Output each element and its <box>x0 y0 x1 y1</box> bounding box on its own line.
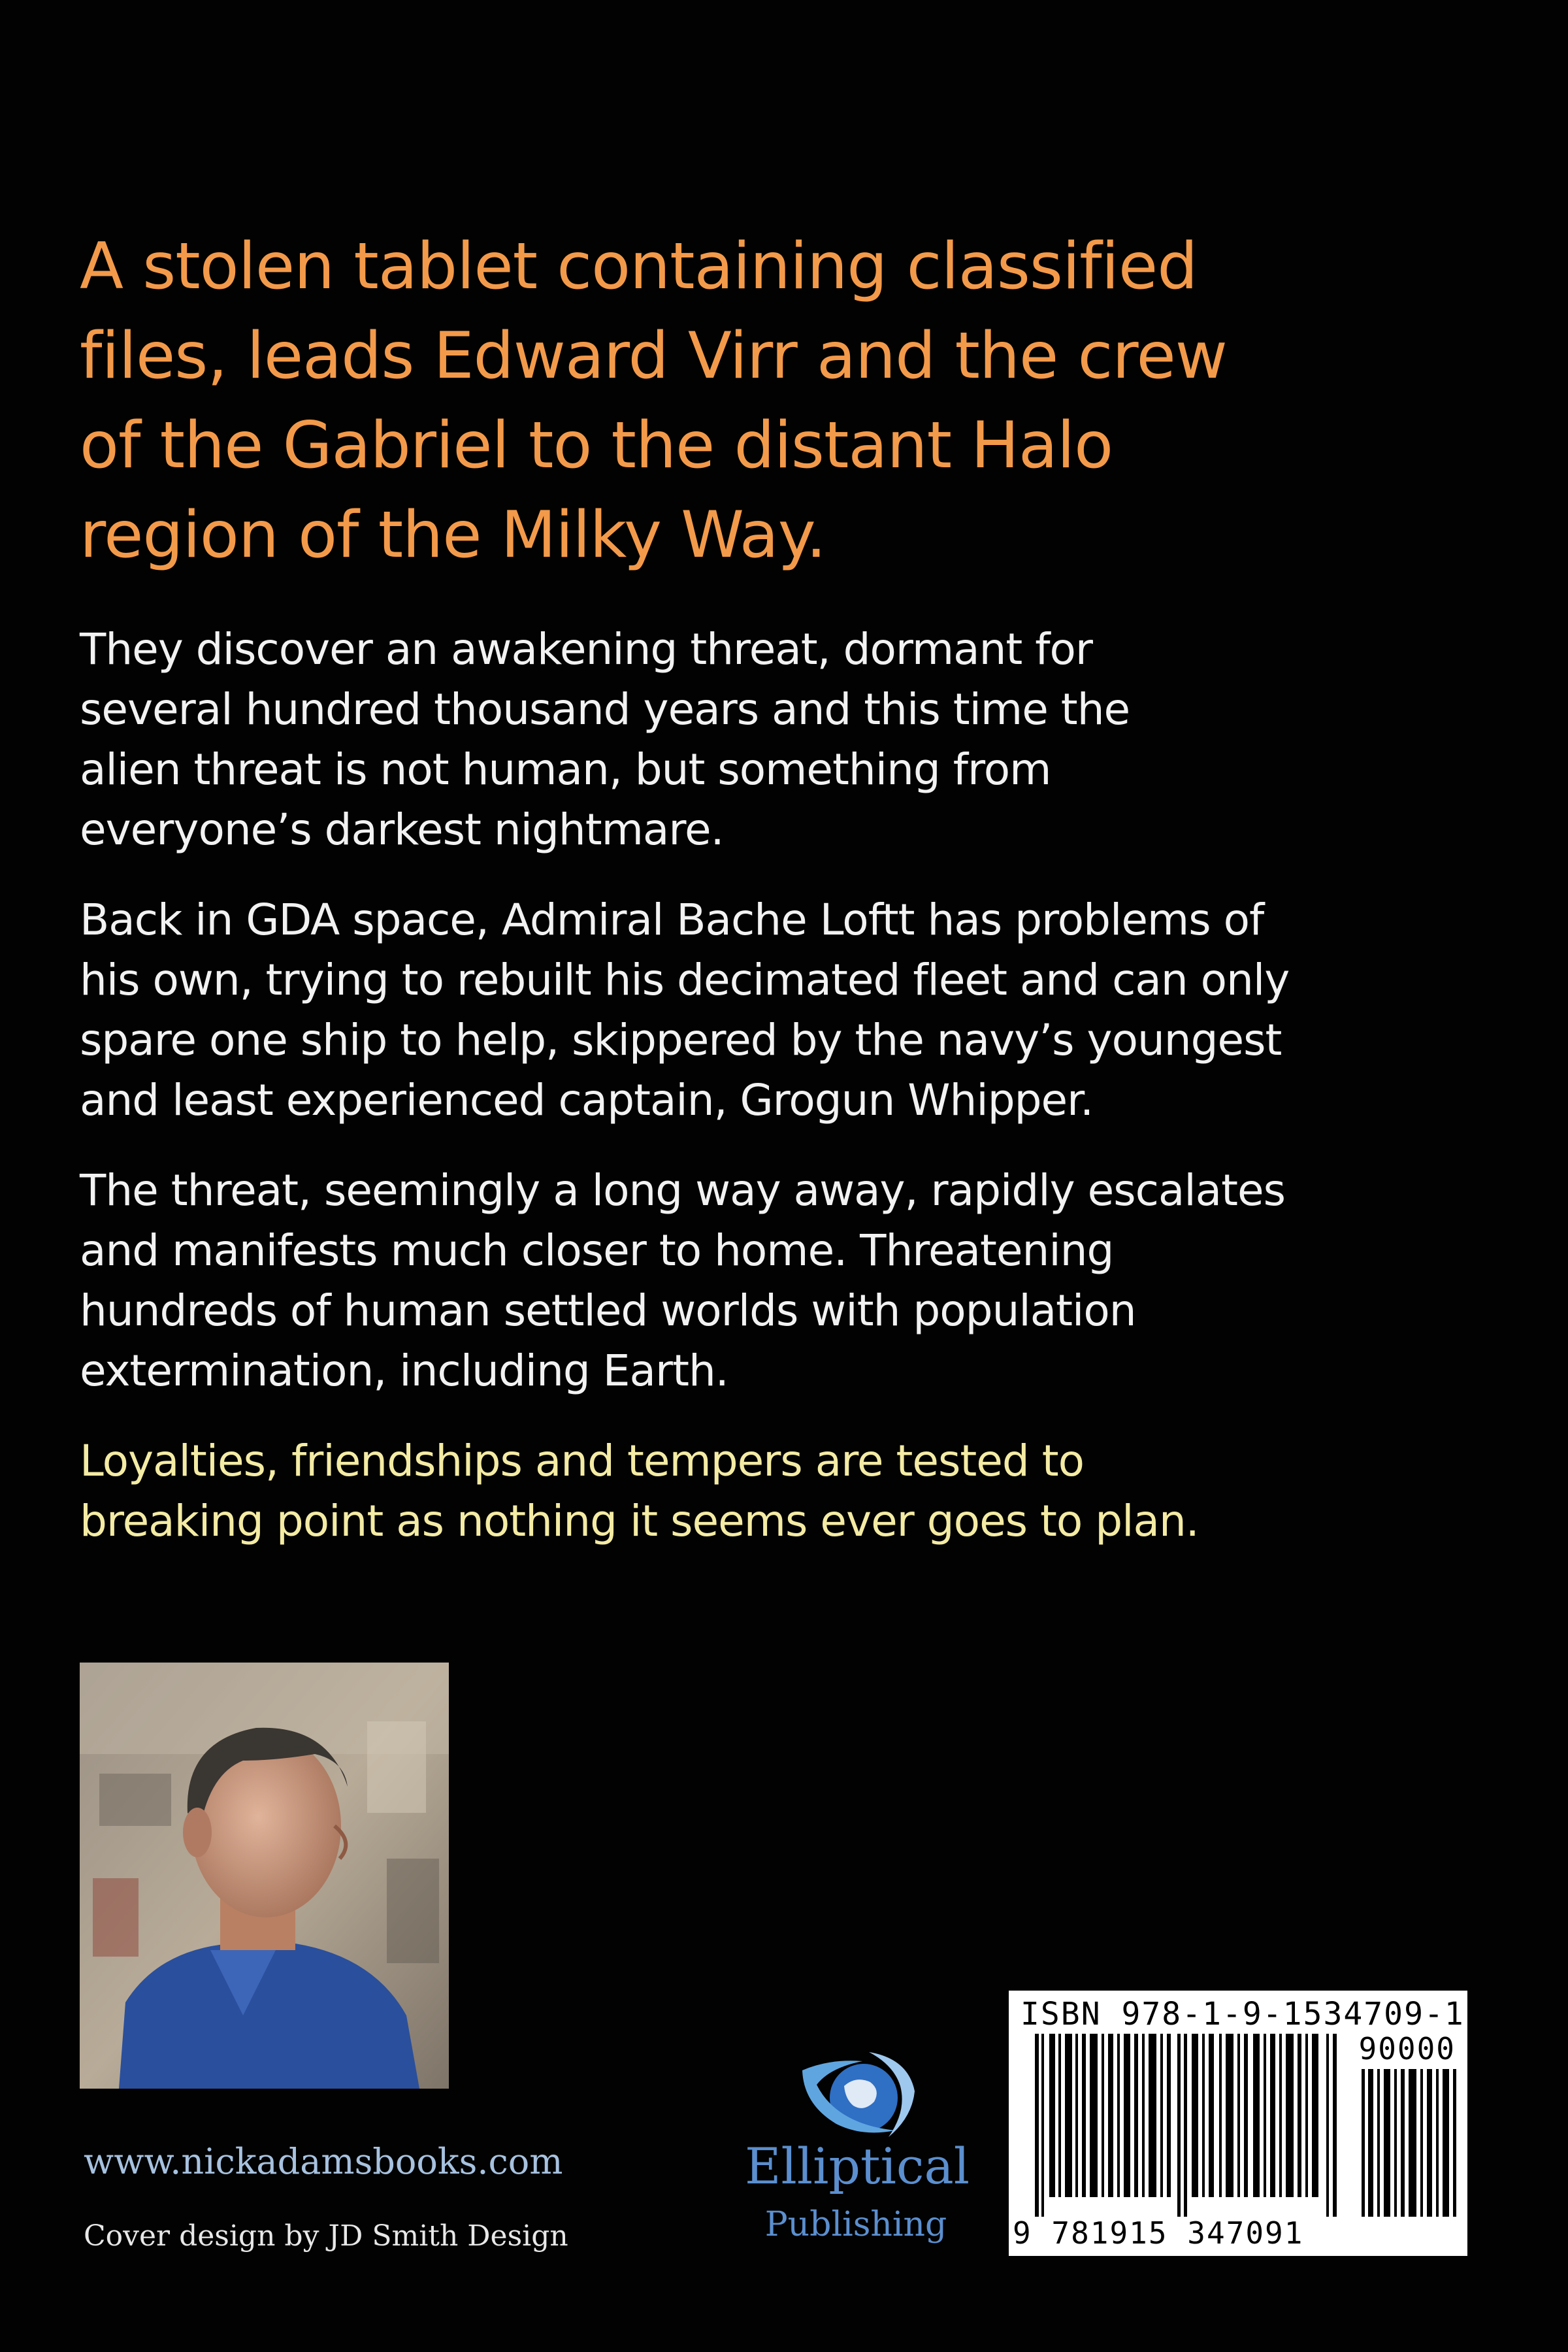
paragraph-line: spare one ship to help, skippered by the navy’s youngest <box>80 1015 1282 1065</box>
addon-barcode-bars <box>1362 2069 1460 2217</box>
headline-line: region of the Milky Way. <box>80 498 826 572</box>
headline-line: of the Gabriel to the distant Halo <box>80 408 1113 483</box>
blurb-closing <box>80 1431 1386 1551</box>
blurb-paragraph-3 <box>80 1161 1386 1401</box>
isbn-barcode <box>1009 1991 1467 2256</box>
paragraph-line: extermination, including Earth. <box>80 1346 728 1396</box>
headline-line: files, leads Edward Virr and the crew <box>80 319 1227 393</box>
publisher-logo <box>745 2039 970 2255</box>
paragraph-line: several hundred thousand years and this time the <box>80 684 1130 735</box>
globe-swoosh-icon <box>791 2039 921 2150</box>
author-website-link[interactable]: www.nickadamsbooks.com <box>84 2141 563 2182</box>
paragraph-line: hundreds of human settled worlds with population <box>80 1285 1136 1336</box>
blurb-paragraph-1 <box>80 620 1386 860</box>
closing-line: breaking point as nothing it seems ever goes to plan. <box>80 1496 1199 1546</box>
paragraph-line: alien threat is not human, but something from <box>80 744 1051 795</box>
headline-line: A stolen tablet containing classified <box>80 229 1198 304</box>
cover-design-credit: Cover design by JD Smith Design <box>84 2219 568 2253</box>
paragraph-line: and least experienced captain, Grogun Whipper. <box>80 1075 1094 1125</box>
paragraph-line: Back in GDA space, Admiral Bache Loftt has problems of <box>80 895 1264 945</box>
paragraph-line: and manifests much closer to home. Threatening <box>80 1225 1114 1276</box>
publisher-subtitle: Publishing <box>764 2205 947 2244</box>
isbn-label: ISBN 978-1-9-1534709-1 <box>1021 1996 1465 2032</box>
publisher-name: Elliptical <box>745 2137 970 2195</box>
paragraph-line: They discover an awakening threat, dormant for <box>80 624 1093 674</box>
closing-line: Loyalties, friendships and tempers are tested to <box>80 1436 1084 1486</box>
author-photo <box>80 1663 449 2089</box>
paragraph-line: The threat, seemingly a long way away, rapidly escalates <box>80 1165 1285 1216</box>
barcode-bars <box>1035 2034 1342 2217</box>
paragraph-line: his own, trying to rebuilt his decimated fleet and can only <box>80 955 1290 1005</box>
paragraph-line: everyone’s darkest nightmare. <box>80 804 724 855</box>
headline <box>80 222 1386 580</box>
price-code: 90000 <box>1358 2031 1456 2066</box>
barcode-digits: 9 781915 347091 <box>1013 2215 1304 2251</box>
blurb-paragraph-2 <box>80 890 1386 1131</box>
blurb <box>80 222 1386 1582</box>
